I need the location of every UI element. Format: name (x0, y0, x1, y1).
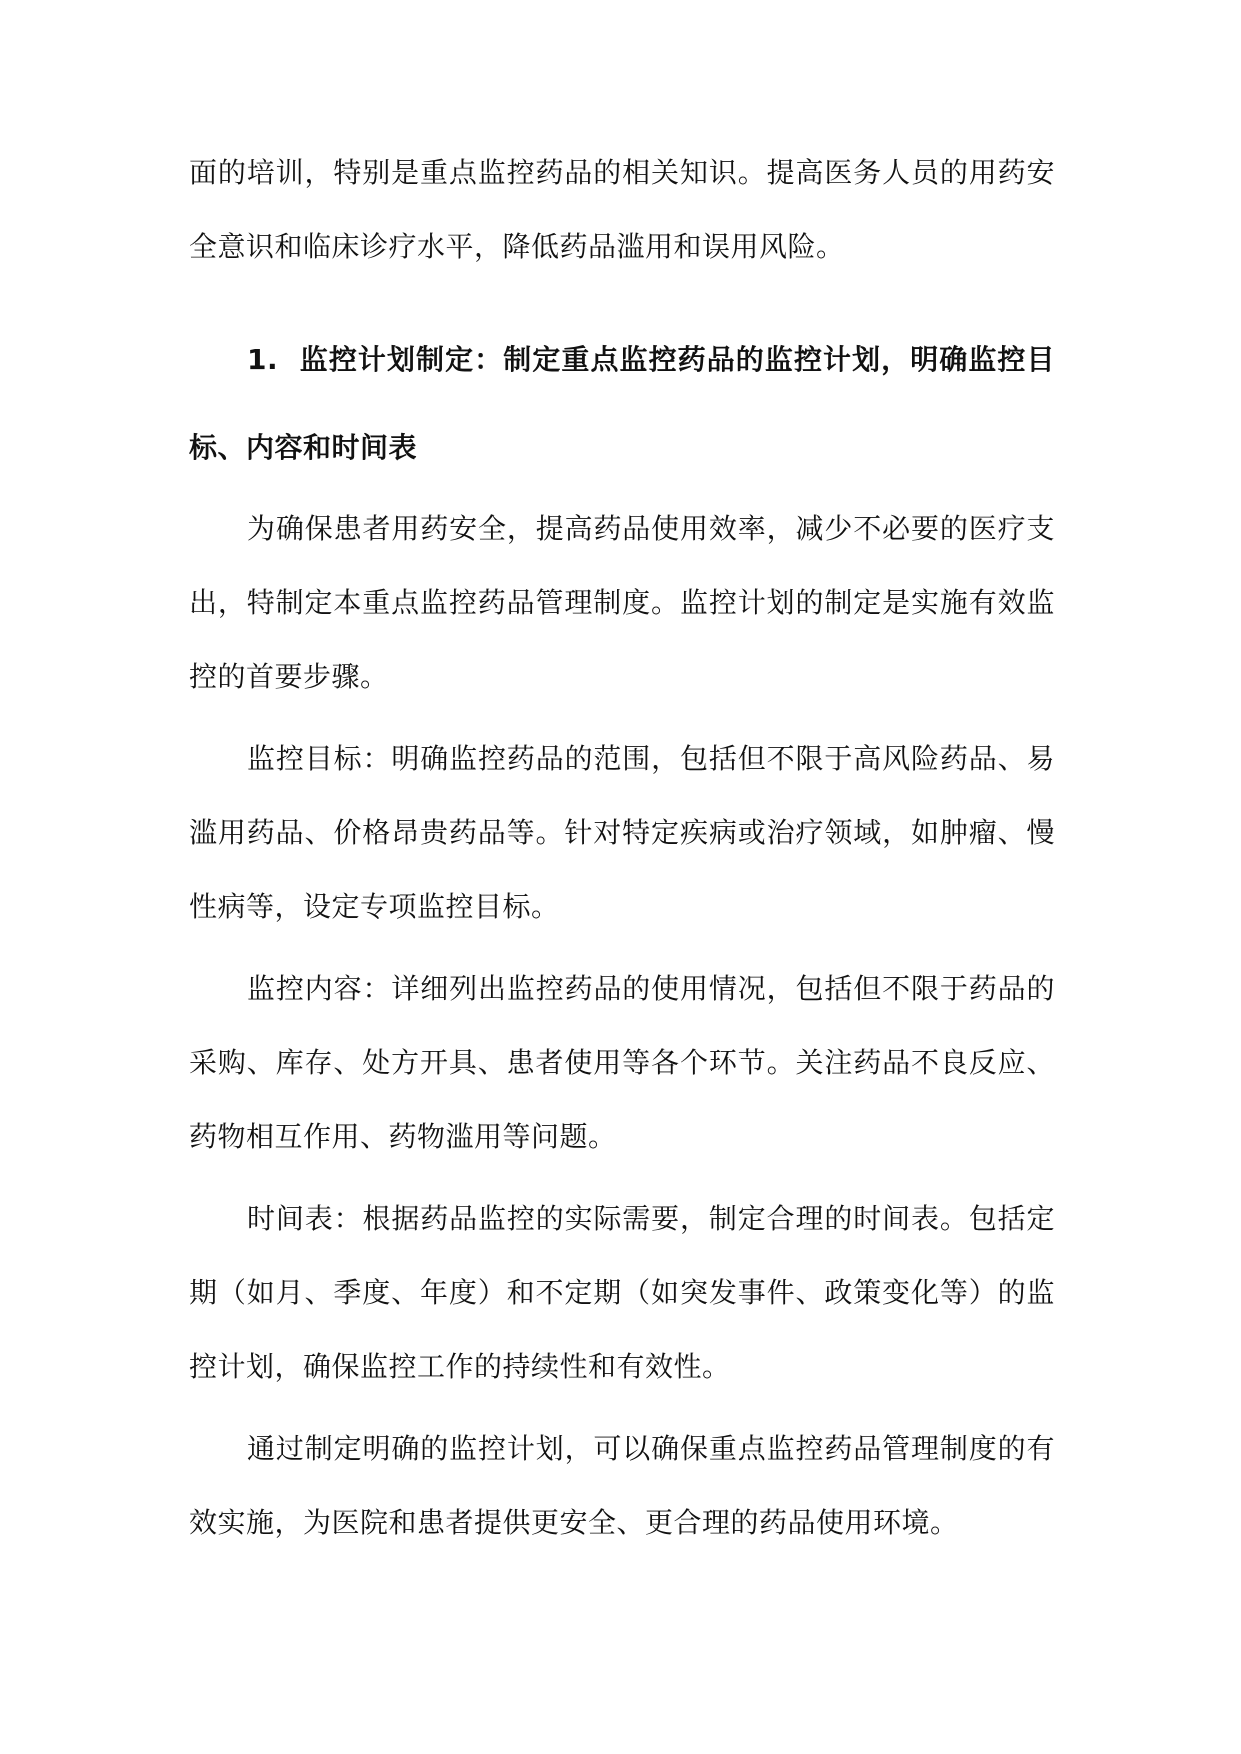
paragraph-monitoring-content: 监控内容：详细列出监控药品的使用情况，包括但不限于药品的采购、库存、处方开具、患者使用等各个环节。关注药品不良反应、药物相互作用、药物滥用等问题。 (189, 972, 1055, 1153)
intro-paragraph: 面的培训，特别是重点监控药品的相关知识。提高医务人员的用药安全意识和临床诊疗水平，降低药品滥用和误用风险。 (189, 156, 1055, 263)
paragraph-monitoring-goals: 监控目标：明确监控药品的范围，包括但不限于高风险药品、易滥用药品、价格昂贵药品等。针对特定疾病或治疗领域，如肿瘤、慢性病等，设定专项监控目标。 (189, 742, 1055, 923)
section-heading-text: 监控计划制定：制定重点监控药品的监控计划，明确监控目标、内容和时间表 (189, 343, 1055, 464)
section-number: 1. (247, 343, 279, 376)
section-heading (189, 316, 1055, 492)
paragraph-conclusion: 通过制定明确的监控计划，可以确保重点监控药品管理制度的有效实施，为医院和患者提供更安全、更合理的药品使用环境。 (189, 1432, 1055, 1539)
paragraph-purpose: 为确保患者用药安全，提高药品使用效率，减少不必要的医疗支出，特制定本重点监控药品管理制度。监控计划的制定是实施有效监控的首要步骤。 (189, 512, 1055, 693)
paragraph-schedule: 时间表：根据药品监控的实际需要，制定合理的时间表。包括定期（如月、季度、年度）和不定期（如突发事件、政策变化等）的监控计划，确保监控工作的持续性和有效性。 (189, 1202, 1055, 1383)
document-body (189, 136, 1055, 1560)
